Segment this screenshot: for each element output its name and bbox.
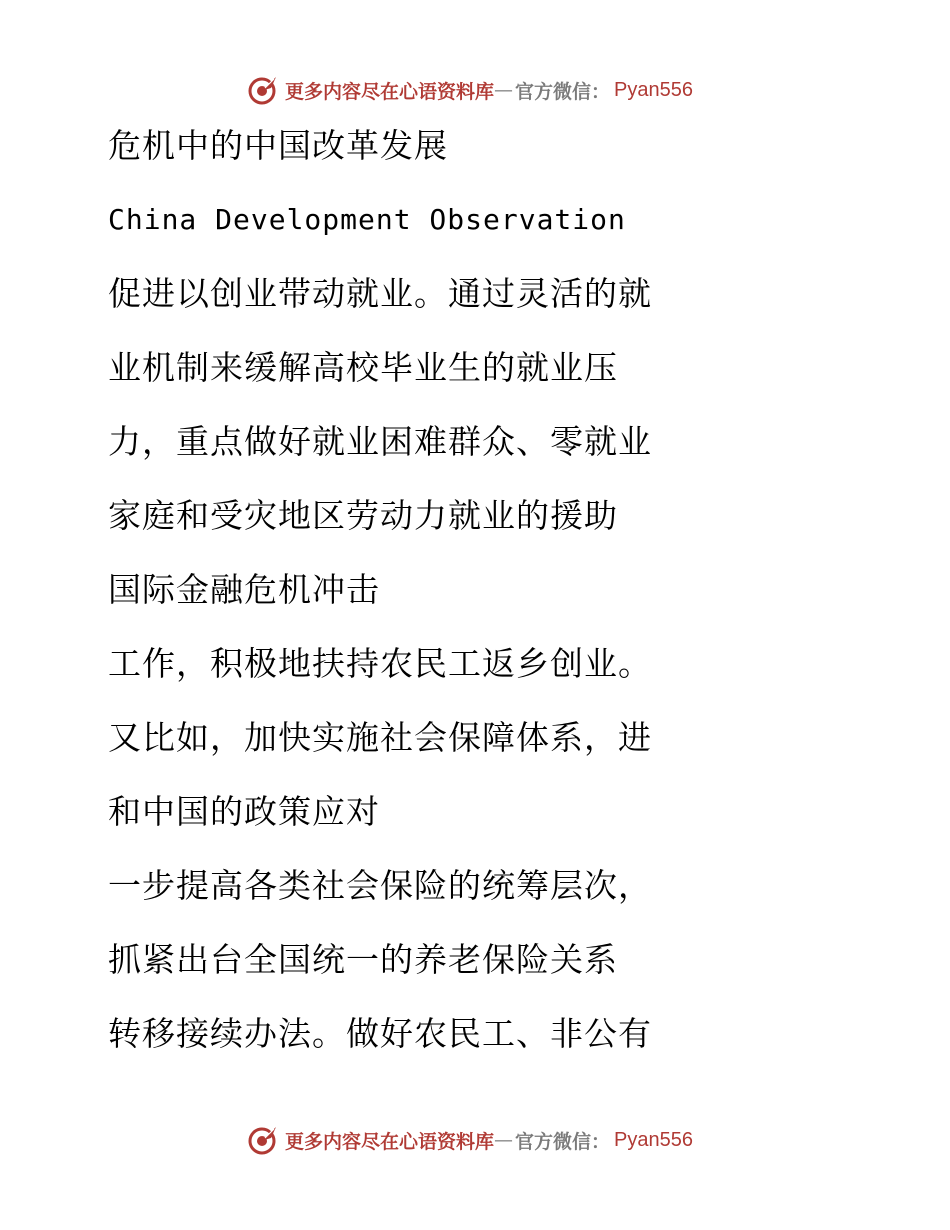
quill-logo-icon — [247, 1124, 279, 1156]
body-line: 转移接续办法。做好农民工、非公有 — [108, 1014, 652, 1053]
watermark-wechat-label: 官方微信： — [515, 1130, 611, 1153]
watermark-wechat-id: Pyan556 — [614, 1128, 693, 1151]
watermark-brand — [247, 74, 693, 106]
watermark-site-text: 更多内容尽在心语资料库 — [285, 1130, 495, 1153]
body-line: 一步提高各类社会保险的统筹层次， — [108, 866, 652, 905]
watermark-brand — [247, 1124, 693, 1156]
watermark-dash: — — [494, 1129, 514, 1151]
body-line: 业机制来缓解高校毕业生的就业压 — [108, 348, 618, 387]
watermark-wechat-label: 官方微信： — [515, 80, 611, 103]
body-line: 工作，积极地扶持农民工返乡创业。 — [108, 644, 652, 683]
page-footer-watermark — [0, 1120, 950, 1160]
body-line: 家庭和受灾地区劳动力就业的援助 — [108, 496, 618, 535]
body-line: 和中国的政策应对 — [108, 792, 380, 831]
body-line: 国际金融危机冲击 — [108, 570, 380, 609]
body-line: 又比如，加快实施社会保障体系，进 — [108, 718, 652, 757]
watermark-site-text: 更多内容尽在心语资料库 — [285, 80, 495, 103]
quill-logo-icon — [247, 74, 279, 106]
watermark-dash: — — [494, 79, 514, 101]
body-line: 抓紧出台全国统一的养老保险关系 — [108, 940, 618, 979]
watermark-wechat-id: Pyan556 — [614, 78, 693, 101]
document-body — [108, 118, 908, 1080]
page-header-watermark — [0, 70, 950, 110]
body-line: 力，重点做好就业困难群众、零就业 — [108, 422, 652, 461]
body-line: 促进以创业带动就业。通过灵活的就 — [108, 274, 652, 313]
body-line: China Development Observation — [108, 203, 626, 236]
body-line: 危机中的中国改革发展 — [108, 126, 448, 165]
